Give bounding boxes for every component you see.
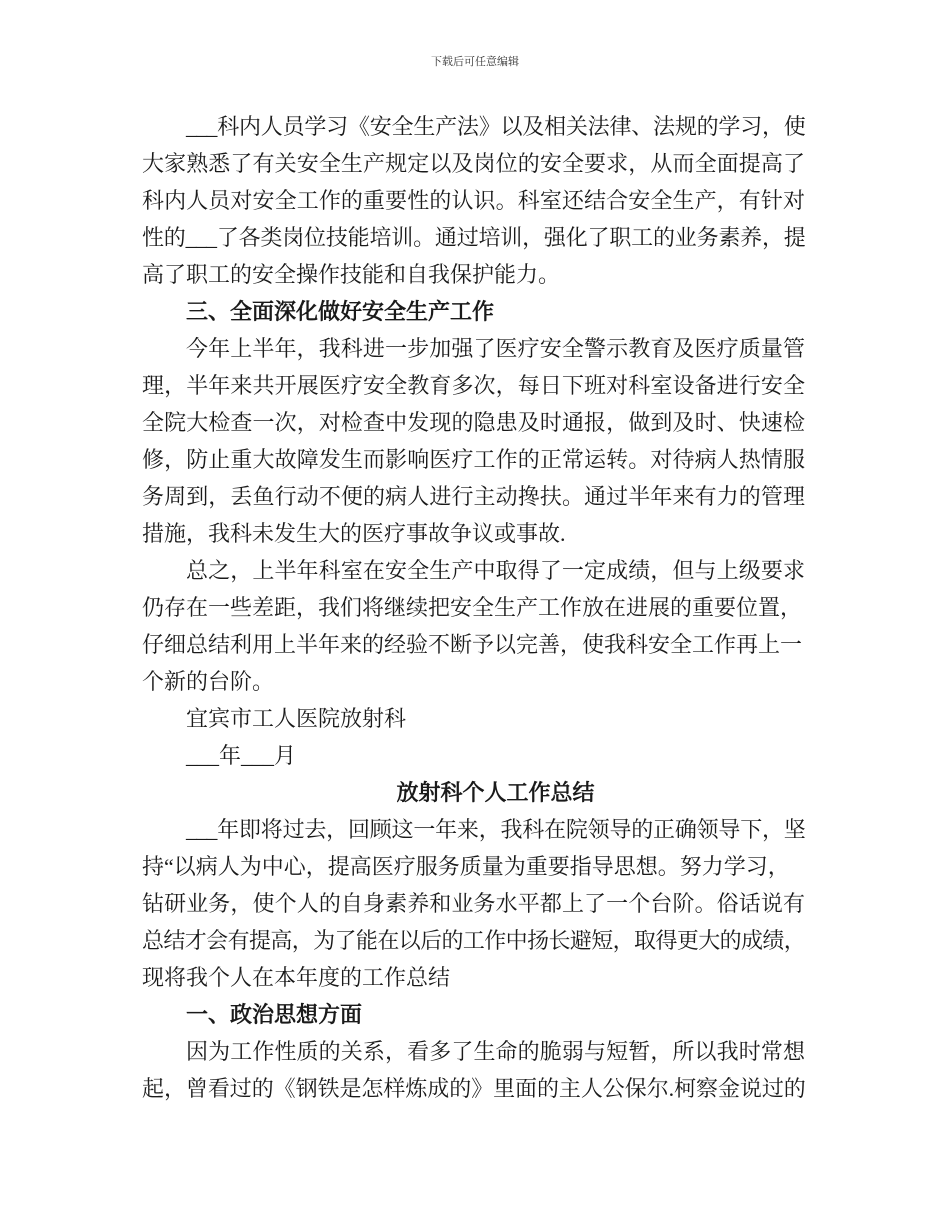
body-line: ___年即将过去，回顾这一年来，我科在院领导的正确领导下，坚 [186,817,805,842]
body-line: 仔细总结利用上半年来的经验不断予以完善，使我科安全工作再上一 [142,632,803,657]
body-line: 高了职工的安全操作技能和自我保护能力。 [142,262,561,287]
body-line: 起，曾看过的《钢铁是怎样炼成的》里面的主人公保尔.柯察金说过的 [142,1076,805,1101]
body-line: 因为工作性质的关系，看多了生命的脆弱与短暂，所以我时常想 [186,1039,805,1064]
body-line: 总结才会有提高，为了能在以后的工作中扬长避短，取得更大的成绩， [142,928,805,953]
body-line: 钻研业务，使个人的自身素养和业务水平都上了一个台阶。俗话说有 [142,891,805,916]
body-line: 修，防止重大故障发生而影响医疗工作的正常运转。对待病人热情服 [142,447,805,472]
page-header-note: 下载后可任意编辑 [431,55,519,68]
document-title: 放射科个人工作总结 [396,780,595,805]
body-line: 持“以病人为中心，提高医疗服务质量为重要指导思想。努力学习， [142,854,790,879]
body-line: 今年上半年，我科进一步加强了医疗安全警示教育及医疗质量管 [186,336,805,361]
body-line: 全院大检查一次，对检查中发现的隐患及时通报，做到及时、快速检 [142,410,805,435]
body-line: 性的___了各类岗位技能培训。通过培训，强化了职工的业务素养，提 [142,225,805,250]
body-line: 理，半年来共开展医疗安全教育多次，每日下班对科室设备进行安全 [142,373,805,398]
section-heading: 三、全面深化做好安全生产工作 [186,299,495,324]
body-line: 现将我个人在本年度的工作总结 [142,965,451,990]
body-line: 科内人员对安全工作的重要性的认识。科室还结合安全生产，有针对 [142,188,805,213]
body-line: 务周到，丢鱼行动不便的病人进行主动搀扶。通过半年来有力的管理 [142,484,805,509]
body-line: 个新的台阶。 [142,669,275,694]
signature-department: 宜宾市工人医院放射科 [186,706,407,731]
body-line: 总之，上半年科室在安全生产中取得了一定成绩，但与上级要求 [186,558,805,583]
body-line: 措施，我科未发生大的医疗事故争议或事故. [142,521,566,546]
document-body [142,108,805,1107]
signature-date: ___年___月 [186,743,297,768]
body-line: ___科内人员学习《安全生产法》以及相关法律、法规的学习，使 [186,114,805,139]
body-line: 仍存在一些差距，我们将继续把安全生产工作放在进展的重要位置， [142,595,803,620]
body-line: 大家熟悉了有关安全生产规定以及岗位的安全要求，从而全面提高了 [142,151,805,176]
section-heading: 一、政治思想方面 [186,1002,363,1027]
